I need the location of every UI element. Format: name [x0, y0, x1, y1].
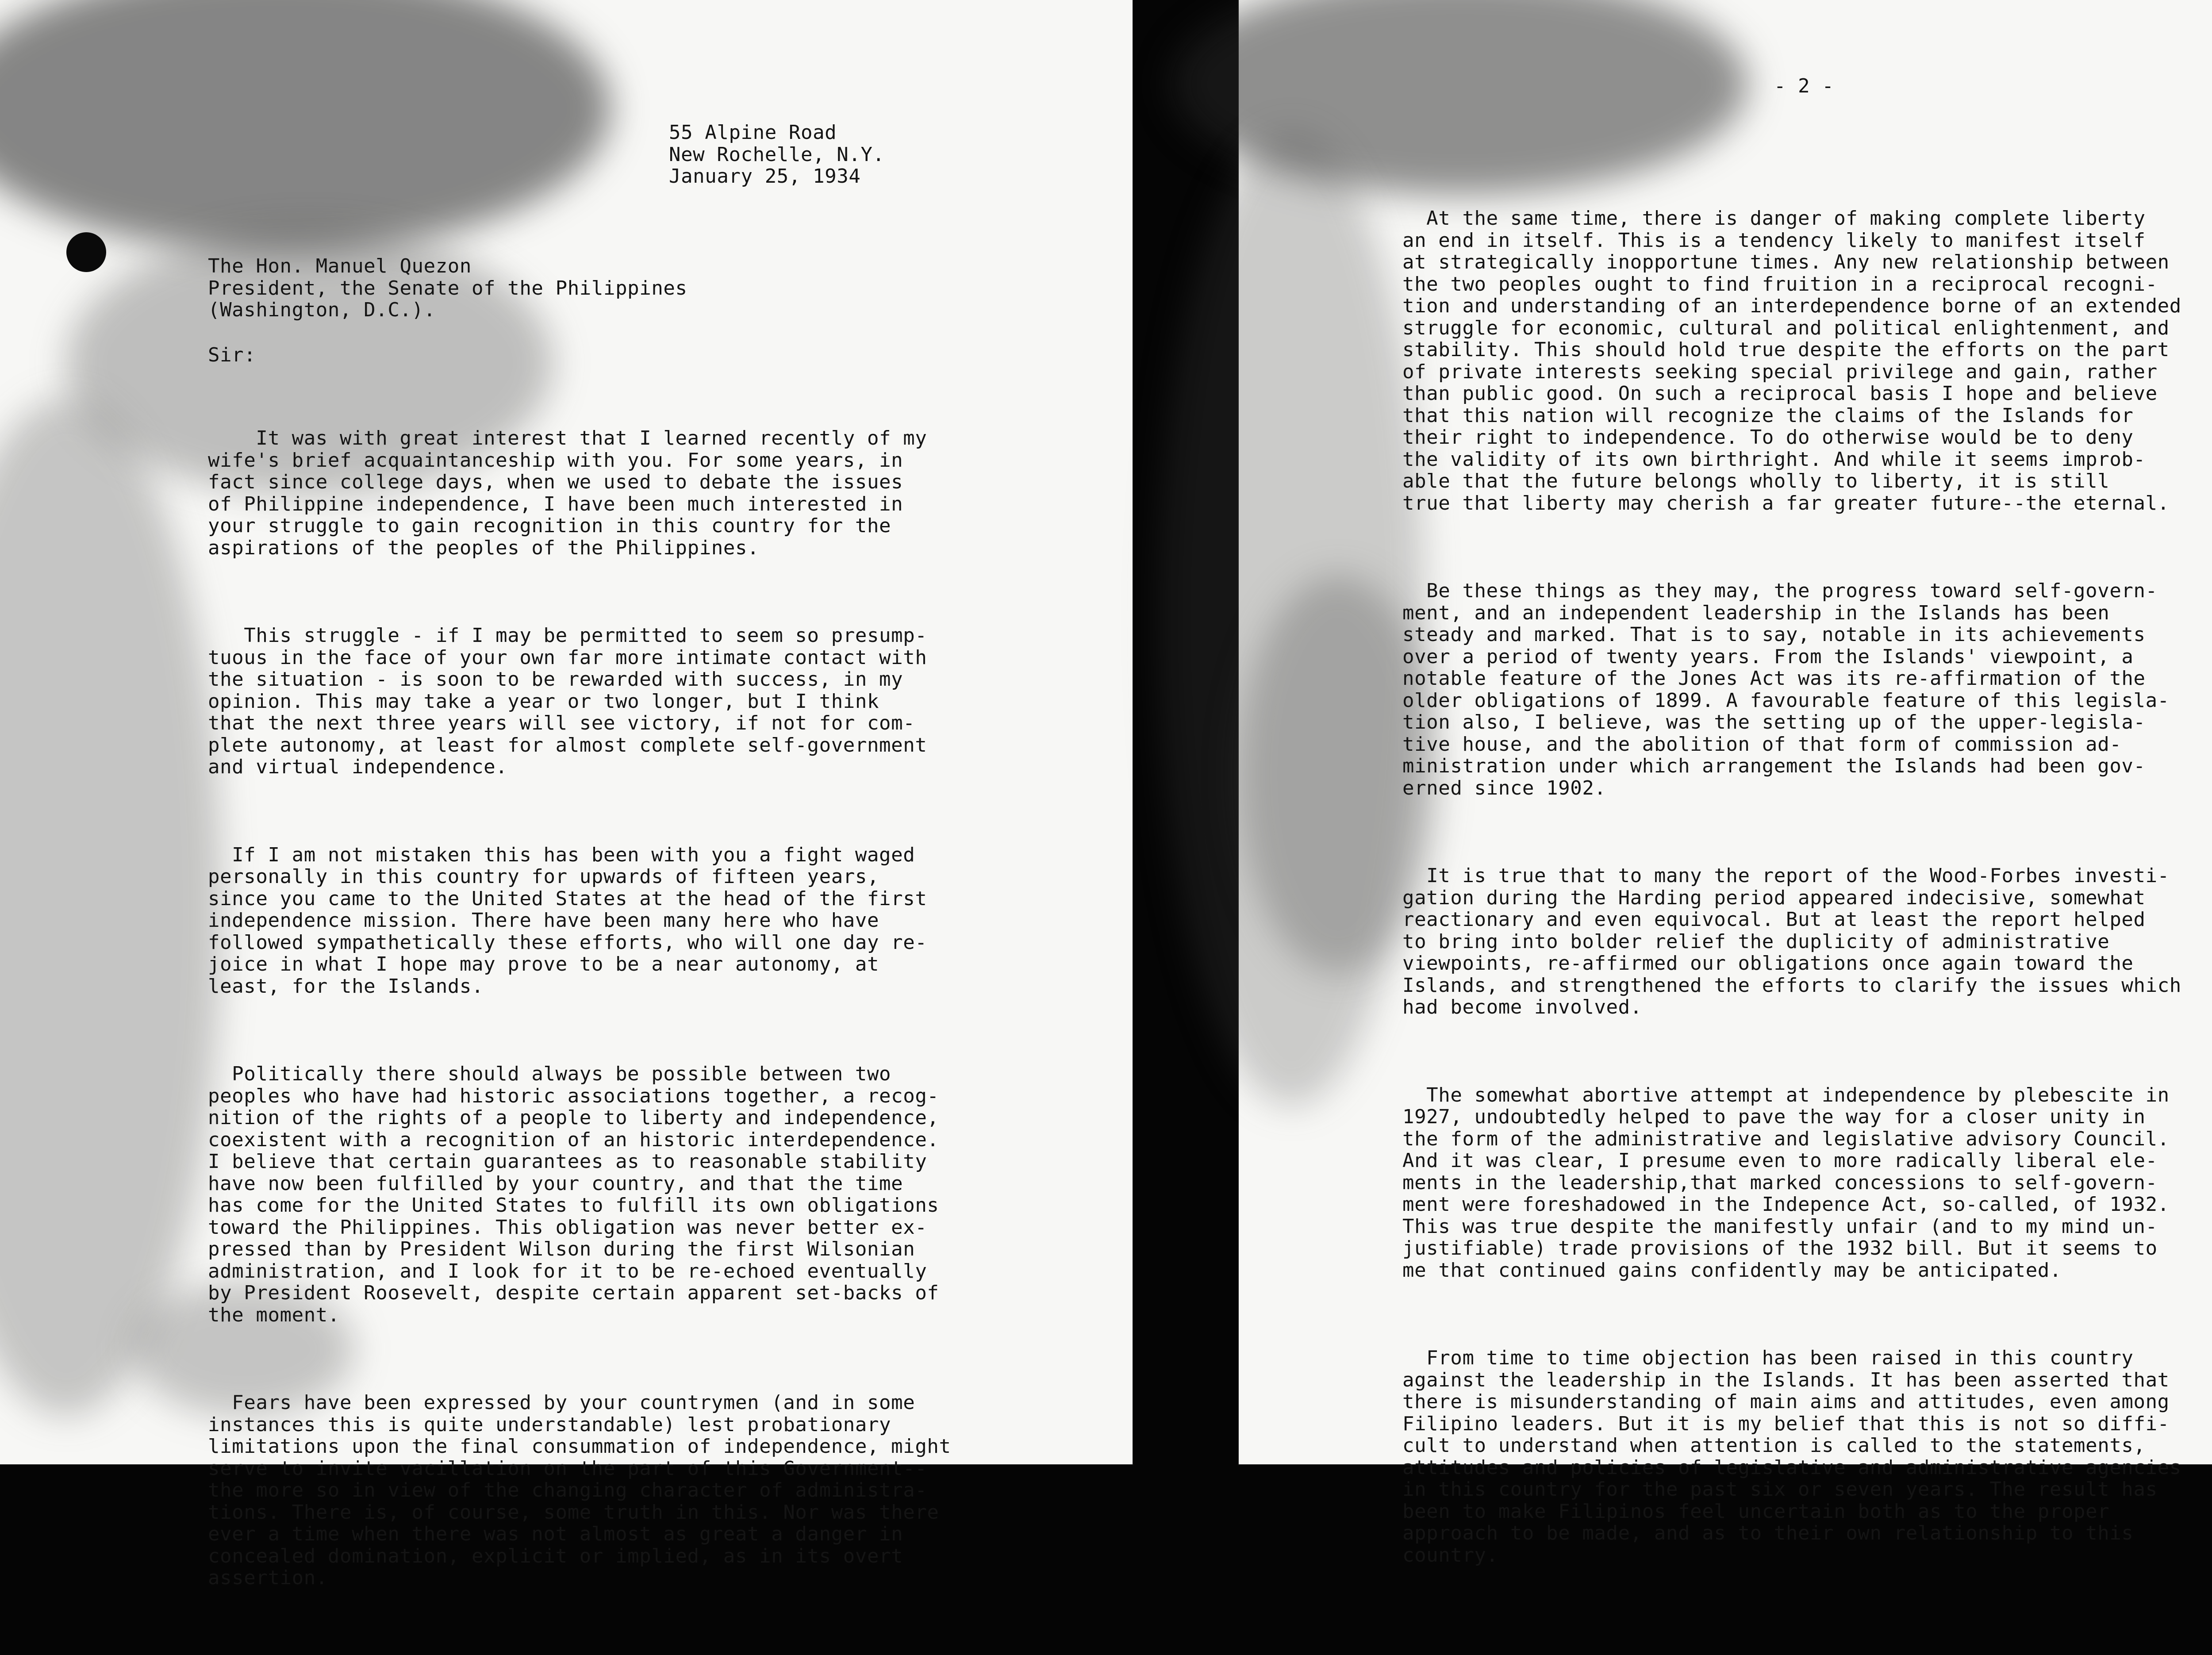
date-line: January 25, 1934 [669, 165, 861, 188]
sender-address [669, 122, 885, 188]
paragraph: Politically there should always be possible between two peoples who have had historic associations together, a recog- nition of the rights of a people to liberty and independence, coexistent with a recognition of an historic interdependence. I believe that certain guarantees as to reasonable stability have now been fulfilled by your country, and that the time has come for the United States to fulfill its own obligations toward the Philippines. This obligation was never better ex- pressed than by President Wilson during the first Wilsonian administration, and I look for it to be re-echoed eventually by President Roosevelt, despite certain apparent set-backs of the moment. [208, 1063, 939, 1326]
address-line: New Rochelle, N.Y. [669, 143, 885, 166]
paragraph: It is true that to many the report of the Wood-Forbes investi- gation during the Harding period appeared indecisive, somewhat reactionary and even equivocal. But at least the report helped to bring into bolder relief the duplicity of administrative viewpoints, re-affirmed our obligations once again toward the Islands, and strengthened the efforts to clarify the issues which had become involved. [1402, 864, 2181, 1018]
water-stain [1159, 133, 1425, 1106]
letter-page-1 [0, 0, 1133, 1589]
recipient-line: President, the Senate of the Philippines [208, 276, 687, 300]
recipient-block [208, 255, 687, 321]
paragraph: The somewhat abortive attempt at independence by plebescite in 1927, undoubtedly helped to pave the way for a closer unity in the form of the administrative and legislative advisory Council. And it was clear, I presume even to more radically liberal ele- ments in the leadership,that marked concessions to self-govern- ment were foreshadowed in the Indepence Act, so-called, of 1932. This was true despite the manifestly unfair (and to my mind un- justifiable) trade provisions of the 1932 bill. But it seems to me that continued gains confidently may be anticipated. [1402, 1083, 2170, 1282]
paragraph: Be these things as they may, the progress toward self-govern- ment, and an independent leadership in the Islands has been steady and marked. That is to say, notable in its achievements over a period of twenty years. From the Islands' viewpoint, a notable feature of the Jones Act was its re-affirmation of the older obligations of 1899. A favourable feature of this legisla- tion also, I believe, was the setting up of the upper-legisla- tive house, and the abolition of that form of commission ad- ministration under which arrangement the Islands had been gov- erned since 1902. [1402, 580, 2170, 799]
recipient-line: The Hon. Manuel Quezon [208, 255, 472, 277]
letter-body-page-1 [208, 384, 951, 1655]
salutation: Sir: [208, 344, 256, 366]
water-stain [0, 398, 221, 1416]
paragraph: Fears have been expressed by your countrymen (and in some instances this is quite understandable) lest probationary limitations upon the final consummation of independence, might serve to invite vacillation on the part of this Government-- the more so in view of the changing character of administra- tions. There is, of course, some truth in this. Nor was there ever a time when there was not almost as great a danger in concealed domination, explicit or implied, as in its overt assertion. [208, 1391, 951, 1589]
letter-page-2 [1239, 0, 2212, 1567]
address-line: 55 Alpine Road [669, 121, 837, 144]
punch-hole [66, 232, 106, 272]
paragraph: If I am not mistaken this has been with you a fight waged personally in this country for upwards of fifteen years, since you came to the United States at the head of the first independence mission. There have been many here who have followed sympathetically these efforts, who will one day re- joice in what I hope may prove to be a near autonomy, at least, for the Islands. [208, 843, 927, 998]
paragraph: At the same time, there is danger of making complete liberty an end in itself. This is a tendency likely to manifest itself at strategically inopportune times. Any new relationship between the two peoples ought to find fruition in a reciprocal recogni- tion and understanding of an interdependence borne of an extended struggle for economic, cultural and political enlightenment, and stability. This should hold true despite the efforts on the part of private interests seeking special privilege and gain, rather than public good. On such a reciprocal basis I hope and believe that this nation will recognize the claims of the Islands for their right to independence. To do otherwise would be to deny the validity of its own birthright. And while it seems improb- able that the future belongs wholly to liberty, it is still true that liberty may cherish a far greater future--the eternal. [1402, 207, 2181, 515]
paragraph: From time to time objection has been raised in this country against the leadership in the Islands. It has been asserted that there is misunderstanding of main aims and attitudes, even among Filipino leaders. But it is my belief that this is not so diffi- cult to understand when attention is called to the statements, attitudes and policies of legislative and administrative agencies in this country for the past six or seven years. The result has been to make Filipinos feel uncertain both as to the proper approach to be made, and as to their own relationship to this country. [1402, 1347, 2181, 1567]
paragraph: This struggle - if I may be permitted to seem so presump- tuous in the face of your own far more intimate contact with the situation - is soon to be rewarded with success, in my opinion. This may take a year or two longer, but I think that the next three years will see victory, if not for com- plete autonomy, at least for almost complete self-government and virtual independence. [208, 624, 927, 778]
recipient-line: (Washington, D.C.). [208, 299, 436, 321]
page-number: - 2 - [1774, 75, 1834, 97]
water-stain [0, 0, 611, 252]
paragraph: It was with great interest that I learned recently of my wife's brief acquaintanceship with you. For some years, in fact since college days, when we used to debate the issues of Philippine independence, I have been much interested in your struggle to gain recognition in this country for the aspirations of the peoples of the Philippines. [208, 427, 927, 559]
letter-body-page-2 [1402, 164, 2181, 1632]
